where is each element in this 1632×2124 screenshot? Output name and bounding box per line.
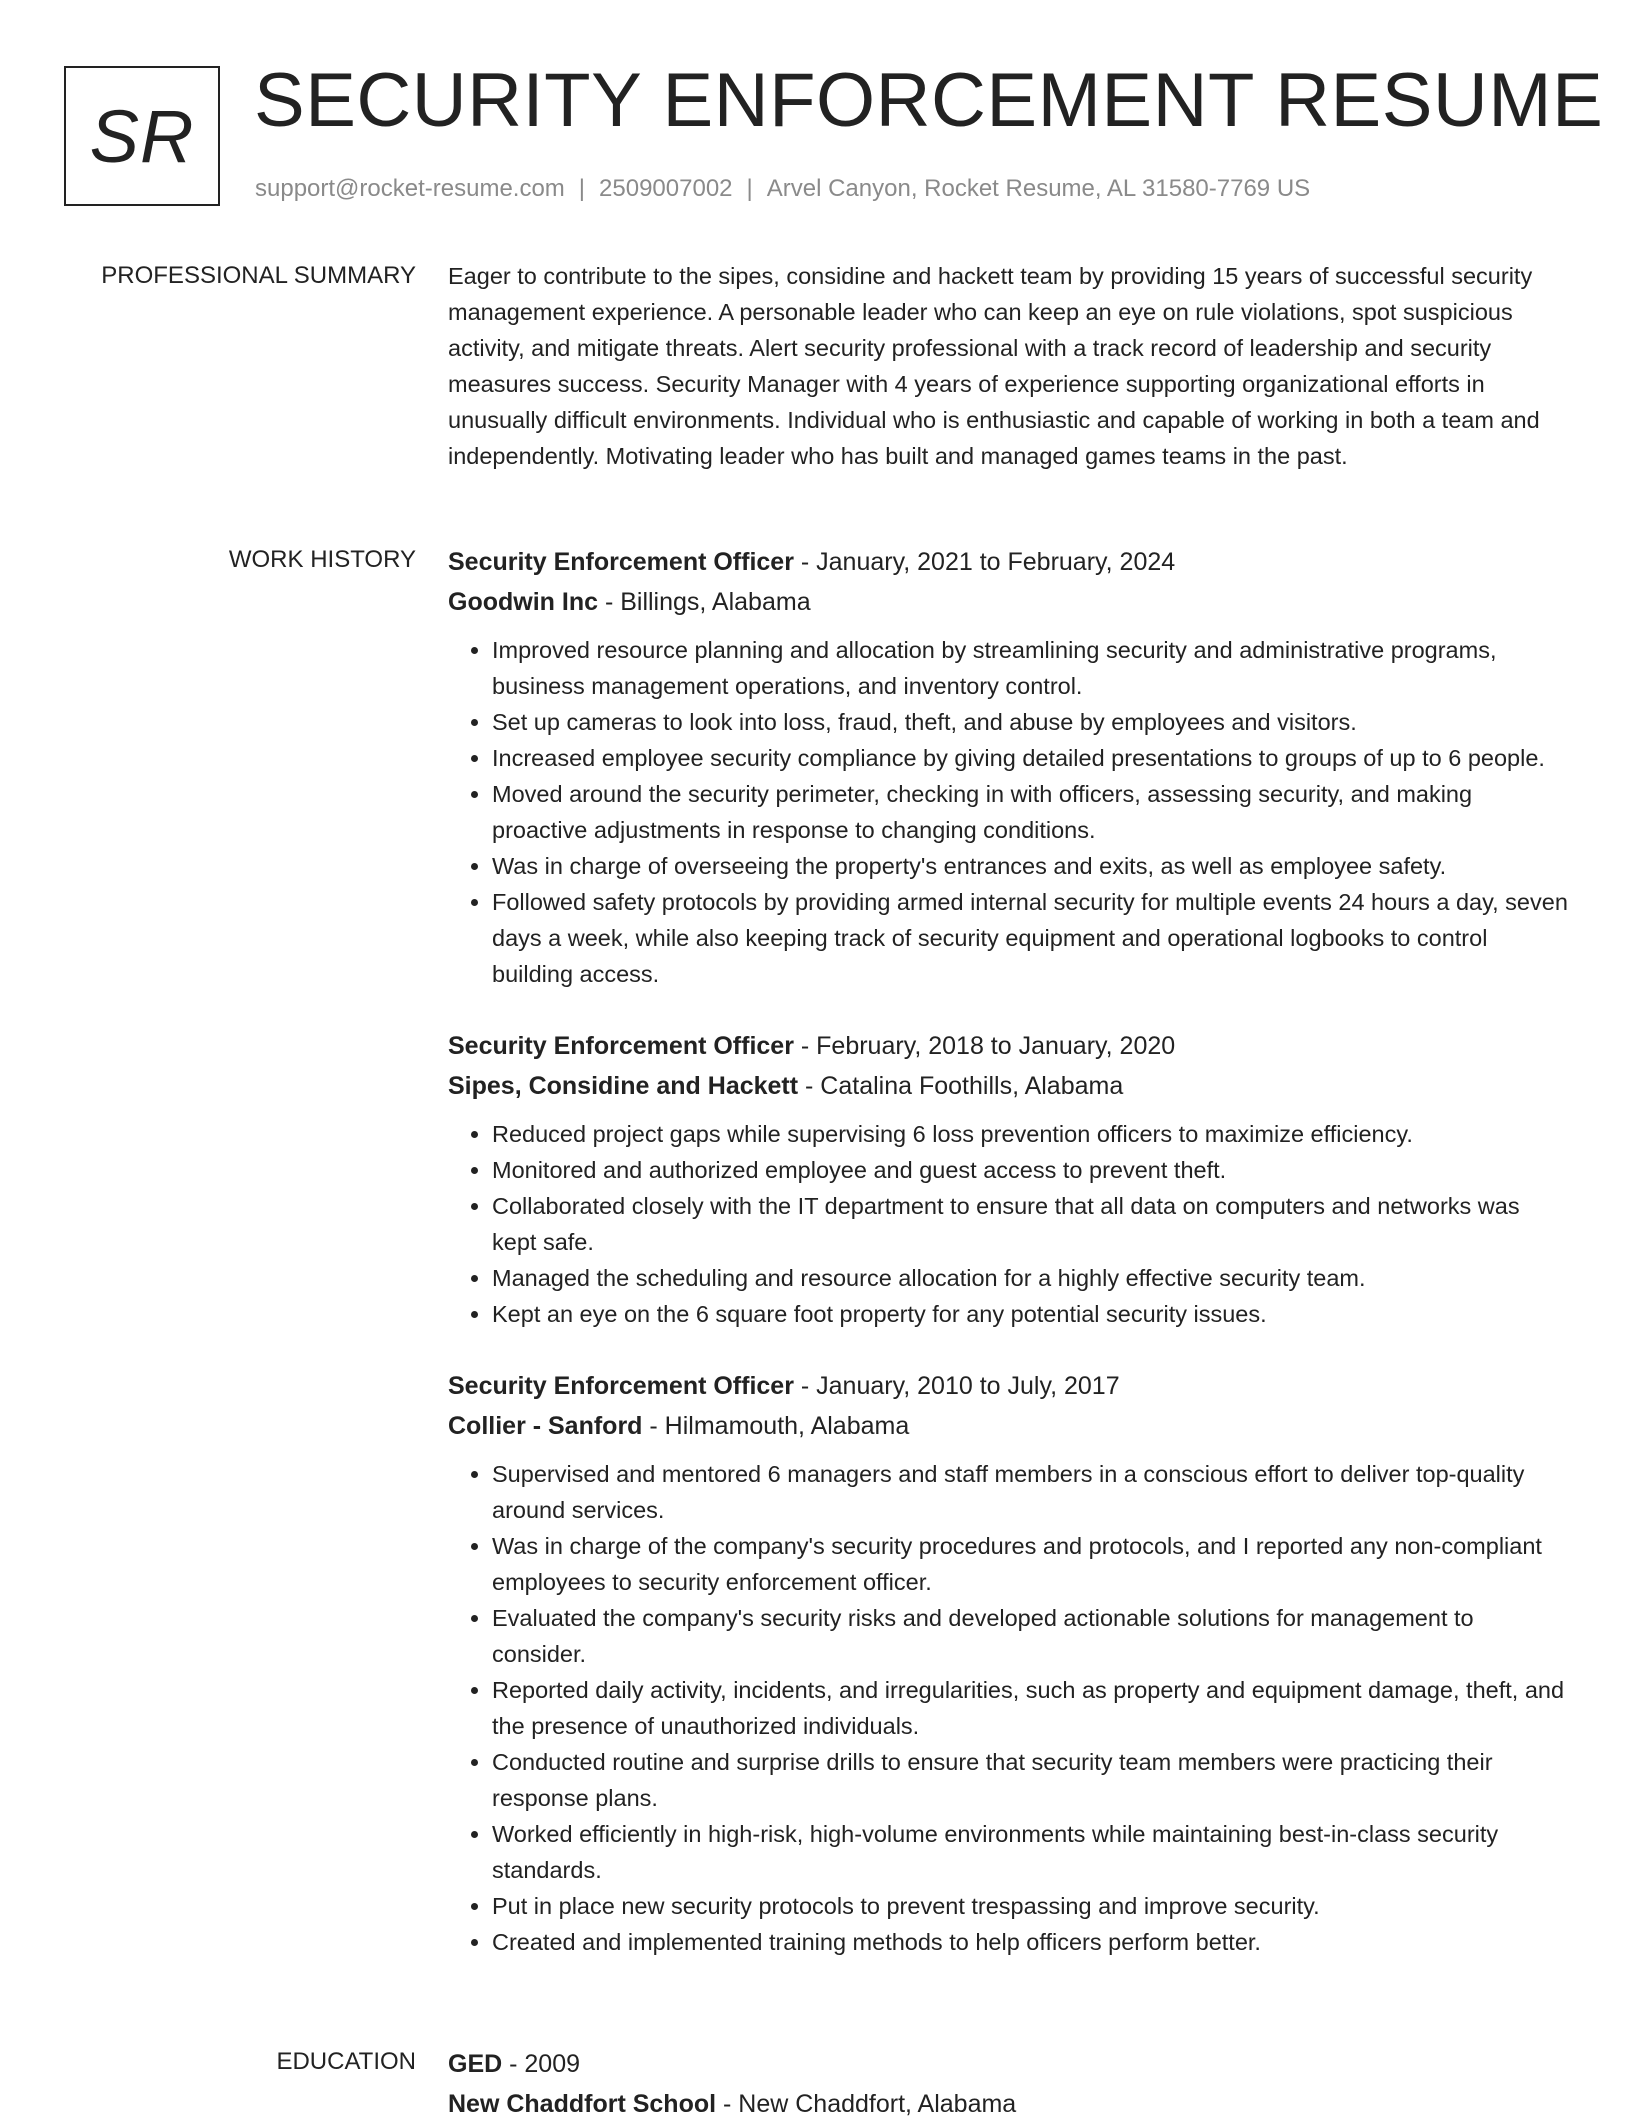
summary-heading: PROFESSIONAL SUMMARY xyxy=(101,262,416,289)
job-bullet: • Reduced project gaps while supervising 6 loss prevention officers to maximize efficiency. xyxy=(492,1116,1568,1152)
job-entry xyxy=(448,1026,1568,1332)
job-bullet: • Followed safety protocols by providing armed internal security for multiple events 24 hours a day, seven days a week, while also keeping track of security equipment and operational logbooks to control building access. xyxy=(492,884,1568,992)
contact-email[interactable]: support@rocket-resume.com xyxy=(255,175,565,202)
job-company-line xyxy=(448,1066,1568,1106)
job-dates: - February, 2018 to January, 2020 xyxy=(793,1032,1176,1060)
job-title-line xyxy=(448,1026,1568,1066)
job-bullet: • Was in charge of the company's security procedures and protocols, and I reported any non-compliant employees to security enforcement officer. xyxy=(492,1528,1568,1600)
work-history-heading: WORK HISTORY xyxy=(228,546,416,573)
job-location: - Hilmamouth, Alabama xyxy=(642,1412,910,1440)
job-role: Security Enforcement Officer xyxy=(448,1372,794,1400)
job-role: Security Enforcement Officer xyxy=(448,1032,794,1060)
job-company: Goodwin Inc xyxy=(448,588,598,616)
job-role: Security Enforcement Officer xyxy=(448,548,794,576)
job-dates: - January, 2010 to July, 2017 xyxy=(793,1372,1120,1400)
job-company-line xyxy=(448,582,1568,622)
education-year: - 2009 xyxy=(502,2050,581,2078)
monogram-initials: SR xyxy=(89,94,195,178)
summary-text: Eager to contribute to the sipes, considine and hackett team by providing 15 years of successful security management experience. A personable leader who can keep an eye on rule violations, spot suspicious activity, and mitigate threats. Alert security professional with a track record of leadership and security measures success. Security Manager with 4 years of experience supporting organizational efforts in unusually difficult environments. Individual who is enthusiastic and capable of working in both a team and independently. Motivating leader who has built and managed games teams in the past. xyxy=(448,263,1540,469)
job-bullet: • Conducted routine and surprise drills to ensure that security team members were practicing their response plans. xyxy=(492,1744,1568,1816)
summary-body xyxy=(448,258,1568,474)
education-heading: EDUCATION xyxy=(276,2048,416,2075)
education-body xyxy=(448,2044,1568,2124)
job-title-line xyxy=(448,1366,1568,1406)
monogram-box xyxy=(64,66,220,206)
job-bullet: • Set up cameras to look into loss, fraud, theft, and abuse by employees and visitors. xyxy=(492,704,1568,740)
job-bullet: • Reported daily activity, incidents, and irregularities, such as property and equipment damage, theft, and the presence of unauthorized individuals. xyxy=(492,1672,1568,1744)
job-bullet: • Improved resource planning and allocation by streamlining security and administrative programs, business management operations, and inventory control. xyxy=(492,632,1568,704)
job-bullet: • Kept an eye on the 6 square foot property for any potential security issues. xyxy=(492,1296,1568,1332)
education-school: New Chaddfort School xyxy=(448,2090,717,2118)
job-bullet: • Created and implemented training methods to help officers perform better. xyxy=(492,1924,1568,1960)
job-bullet: • Increased employee security compliance by giving detailed presentations to groups of up to 6 people. xyxy=(492,740,1568,776)
job-company: Sipes, Considine and Hackett xyxy=(448,1072,799,1100)
job-bullet: • Moved around the security perimeter, checking in with officers, assessing security, and making proactive adjustments in response to changing conditions. xyxy=(492,776,1568,848)
job-bullets xyxy=(448,632,1568,992)
job-bullet: • Put in place new security protocols to prevent trespassing and improve security. xyxy=(492,1888,1568,1924)
job-location: - Catalina Foothills, Alabama xyxy=(798,1072,1124,1100)
contact-separator: | xyxy=(746,175,753,202)
job-company-line xyxy=(448,1406,1568,1446)
work-history-body xyxy=(448,542,1568,1994)
job-entry xyxy=(448,542,1568,992)
job-dates: - January, 2021 to February, 2024 xyxy=(793,548,1176,576)
job-bullet: • Collaborated closely with the IT department to ensure that all data on computers and networks was kept safe. xyxy=(492,1188,1568,1260)
job-title-line xyxy=(448,542,1568,582)
education-school-line xyxy=(448,2084,1568,2124)
job-bullet: • Evaluated the company's security risks and developed actionable solutions for management to consider. xyxy=(492,1600,1568,1672)
job-bullet: • Worked efficiently in high-risk, high-volume environments while maintaining best-in-class security standards. xyxy=(492,1816,1568,1888)
education-degree: GED xyxy=(448,2050,503,2078)
contact-phone[interactable]: 2509007002 xyxy=(599,175,733,202)
job-location: - Billings, Alabama xyxy=(598,588,811,616)
job-bullet: • Supervised and mentored 6 managers and staff members in a conscious effort to deliver top-quality around services. xyxy=(492,1456,1568,1528)
job-bullets xyxy=(448,1456,1568,1960)
job-bullet: • Monitored and authorized employee and guest access to prevent theft. xyxy=(492,1152,1568,1188)
job-bullets xyxy=(448,1116,1568,1332)
job-bullet: • Managed the scheduling and resource allocation for a highly effective security team. xyxy=(492,1260,1568,1296)
job-entry xyxy=(448,1366,1568,1960)
education-location: - New Chaddfort, Alabama xyxy=(716,2090,1017,2118)
contact-separator: | xyxy=(578,175,586,202)
contact-address: Arvel Canyon, Rocket Resume, AL 31580-7769 US xyxy=(766,175,1311,202)
job-bullet: • Was in charge of overseeing the property's entrances and exits, as well as employee safety. xyxy=(492,848,1568,884)
job-company: Collier - Sanford xyxy=(448,1412,643,1440)
education-degree-line xyxy=(448,2044,1568,2084)
resume-title: SECURITY ENFORCEMENT RESUME xyxy=(254,58,1604,143)
contact-line xyxy=(255,175,1310,203)
